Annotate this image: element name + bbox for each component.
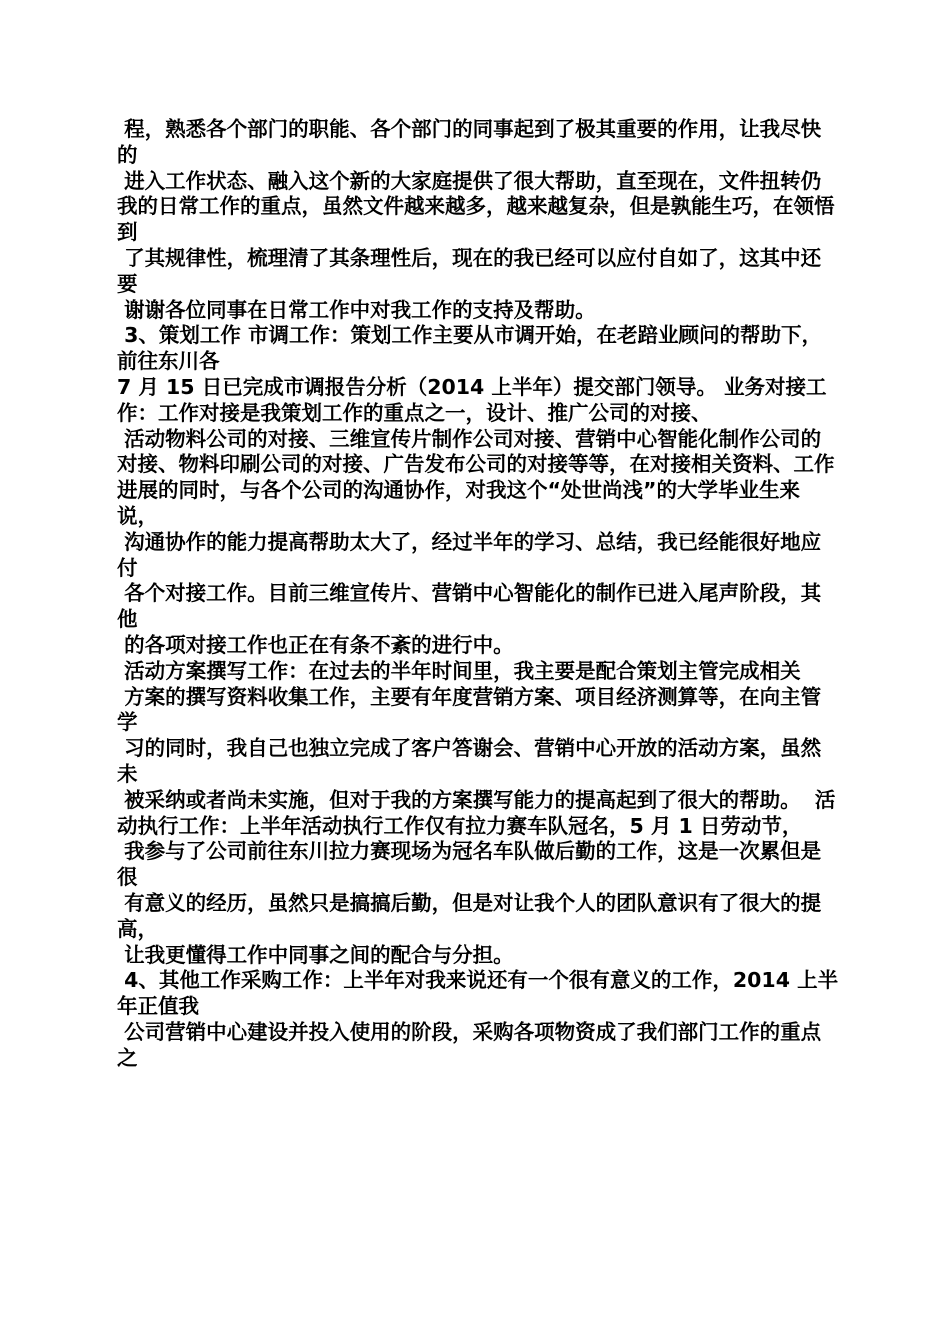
paragraph: 习的同时，我自己也独立完成了客户答谢会、营销中心开放的活动方案，虽然未 — [117, 736, 822, 786]
paragraph: 程，熟悉各个部门的职能、各个部门的同事起到了极其重要的作用，让我尽快的 — [117, 117, 822, 167]
paragraph: 进入工作状态、融入这个新的大家庭提供了很大帮助，直至现在，文件扭转仍我的日常工作的重点，虽然文件越来越多，越来越复杂，但是孰能生巧，在领悟到 — [117, 168, 835, 245]
paragraph: 了其规律性，梳理清了其条理性后，现在的我已经可以应付自如了，这其中还要 — [117, 245, 822, 296]
paragraph: 各个对接工作。目前三维宣传片、营销中心智能化的制作已进入尾声阶段，其他 — [117, 581, 822, 632]
paragraph: 我参与了公司前往东川拉力赛现场为冠名车队做后勤的工作，这是一次累但是很 — [117, 839, 822, 890]
paragraph: 活动方案撰写工作：在过去的半年时间里，我主要是配合策划主管完成相关 — [117, 658, 801, 683]
paragraph: 让我更懂得工作中同事之间的配合与分担。 — [117, 942, 514, 967]
paragraph: 沟通协作的能力提高帮助太大了，经过半年的学习、总结，我已经能很好地应付 — [117, 529, 822, 580]
paragraph: 公司营销中心建设并投入使用的阶段，采购各项物资成了我们部门工作的重点之 — [117, 1019, 822, 1070]
paragraph: 被采纳或者尚未实施，但对于我的方案撰写能力的提高起到了很大的帮助。 活动执行工作：上半年活动执行工作仅有拉力赛车队冠名，5 月 1 日劳动节， — [117, 787, 836, 838]
paragraph: 谢谢各位同事在日常工作中对我工作的支持及帮助。 — [117, 297, 596, 322]
paragraph: 3、策划工作 市调工作：策划工作主要从市调开始，在老踣业顾问的帮助下，前往东川各 — [117, 323, 823, 374]
paragraph: 7 月 15 日已完成市调报告分析（2014 上半年）提交部门领导。 业务对接工作：工作对接是我策划工作的重点之一，设计、推广公司的对接、 — [117, 374, 827, 425]
paragraph: 活动物料公司的对接、三维宣传片制作公司对接、营销中心智能化制作公司的对接、物料印刷公司的对接、广告发布公司的对接等等，在对接相关资料、工作进展的同时，与各个公司的沟通协作，对我这个“处世尚浅”的大学毕业生来说， — [117, 426, 835, 528]
paragraph: 的各项对接工作也正在有条不紊的进行中。 — [117, 632, 514, 657]
paragraph: 有意义的经历，虽然只是搞搞后勤，但是对让我个人的团队意识有了很大的提高， — [117, 890, 822, 941]
document-body — [117, 117, 839, 1071]
paragraph: 4、其他工作采购工作：上半年对我来说还有一个很有意义的工作，2014 上半年正值我 — [117, 968, 839, 1019]
paragraph: 方案的撰写资料收集工作，主要有年度营销方案、项目经济测算等，在向主管学 — [117, 684, 822, 735]
